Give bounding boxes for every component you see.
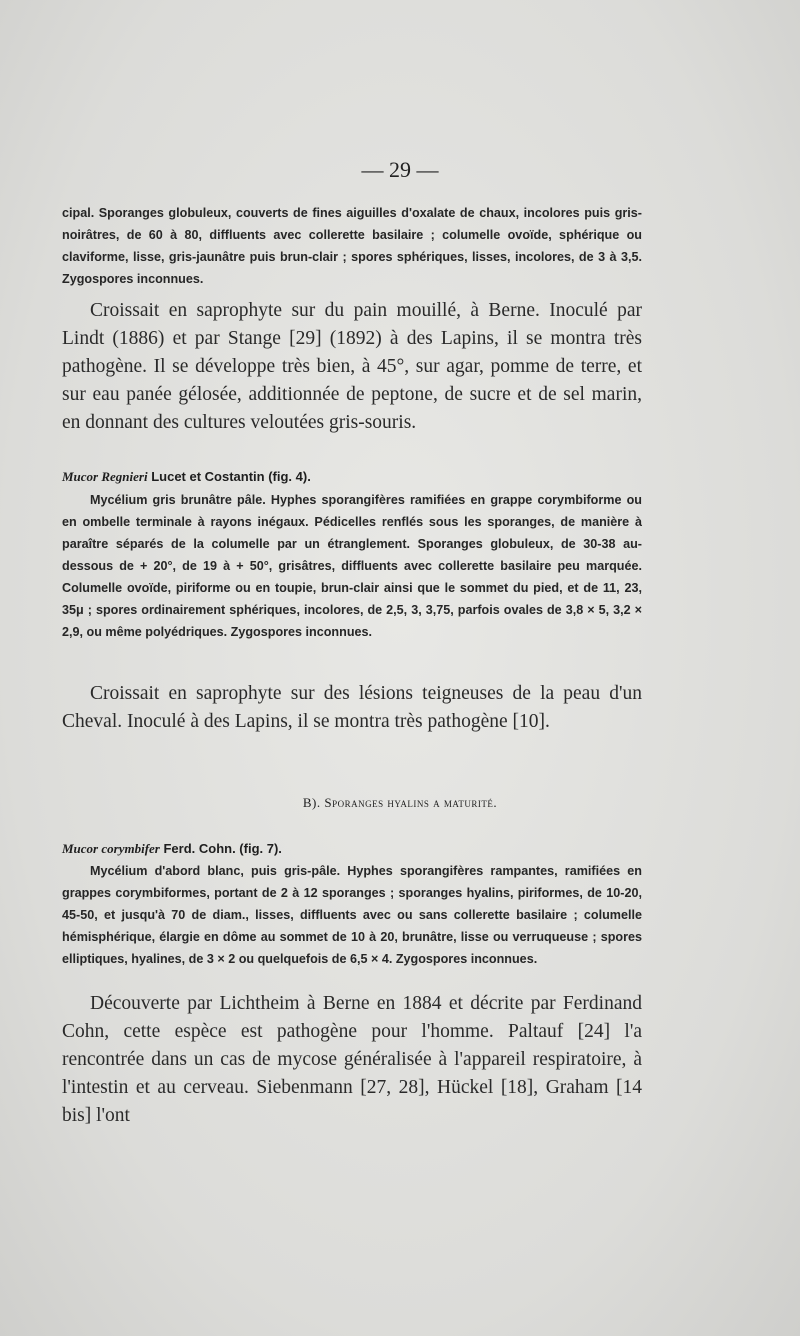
paragraph-habitat-2: Croissait en saprophyte sur des lésions teigneuses de la peau d'un Cheval. Inoculé à des Lapins, il se montra très pathogène [10]. (62, 683, 642, 732)
page-number: — 29 — (361, 157, 439, 182)
species-name: Mucor Regnieri (62, 469, 148, 484)
species-authors: Ferd. Cohn. (fig. 7). (159, 841, 282, 856)
species-name: Mucor corymbifer (62, 841, 160, 856)
paragraph-regnieri-description: Mycélium gris brunâtre pâle. Hyphes sporangifères ramifiées en grappe corymbiforme ou en ombelle terminale à rayons inégaux. Pédicelles renflés sous les sporanges, de manière à paraître séparés de la columelle par un étranglement. Sporanges globuleux, de 30-38 au-dessous de + 20°, de 19 à + 50°, grisâtres, diffluents avec collerette basilaire peu marquée. Columelle ovoïde, piriforme ou en toupie, brun-clair ainsi que le sommet du pied, et de 11, 23, 35μ ; spores ordinairement sphériques, incolores, de 2,5, 3, 3,75, parfois ovales de 3,8 × 5, 3,2 × 2,9, ou même polyédriques. Zygospores inconnues. (62, 493, 642, 639)
paragraph-continued-description: cipal. Sporanges globuleux, couverts de fines aiguilles d'oxalate de chaux, incolores puis gris-noirâtres, de 60 à 80, diffluents avec collerette basilaire ; columelle ovoïde, sphérique ou claviforme, lisse, gris-jaunâtre puis brun-clair ; spores sphériques, lisses, incolores, de 3 à 3,5. Zygospores inconnues. (62, 206, 642, 286)
paragraph-corymbifer-description: Mycélium d'abord blanc, puis gris-pâle. Hyphes sporangifères rampantes, ramifiées en grappes corymbiformes, portant de 2 à 12 sporanges ; sporanges hyalins, piriformes, de 10-20, 45-50, et jusqu'à 70 de diam., lisses, diffluents avec ou sans collerette basilaire ; columelle hémisphérique, élargie en dôme au sommet de 10 à 20, brunâtre, lisse ou verruqueuse ; spores elliptiques, hyalines, de 3 × 2 ou quelquefois de 6,5 × 4. Zygospores inconnues. (62, 864, 642, 966)
paragraph-discovery: Découverte par Lichtheim à Berne en 1884 et décrite par Ferdinand Cohn, cette espèce est pathogène pour l'homme. Paltauf [24] l'a rencontrée dans un cas de mycose généralisée à l'appareil respiratoire, à l'intestin et au cerveau. Siebenmann [27, 28], Hückel [18], Graham [14 bis] l'ont (62, 993, 642, 1126)
species-heading-mucor-regnieri (62, 466, 642, 488)
section-heading: B). Sporanges hyalins a maturité. (302, 795, 498, 810)
paragraph-habitat-1: Croissait en saprophyte sur du pain mouillé, à Berne. Inoculé par Lindt (1886) et par Stange [29] (1892) à des Lapins, il se montra très pathogène. Il se développe très bien, à 45°, sur agar, pomme de terre, et sur eau panée gélosée, additionnée de peptone, de sucre et de sel marin, en donnant des cultures veloutées gris-souris. (62, 300, 642, 433)
species-authors: Lucet et Costantin (fig. 4). (147, 469, 311, 484)
species-heading-mucor-corymbifer (62, 838, 642, 860)
